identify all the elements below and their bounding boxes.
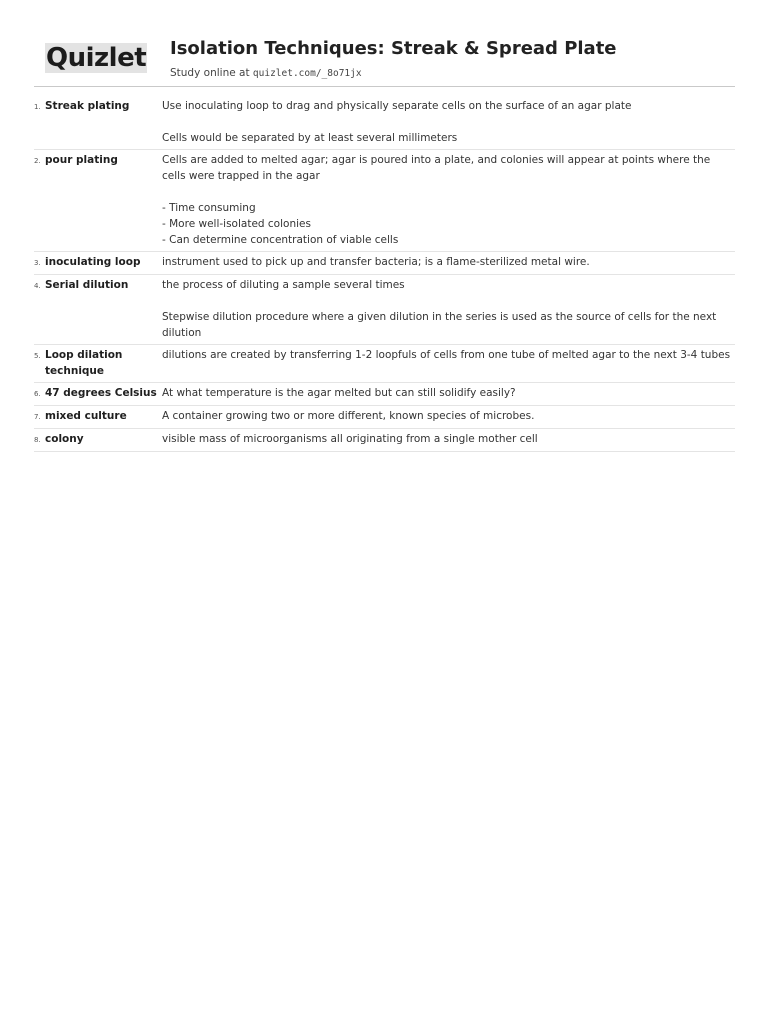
term-word: pour plating (45, 154, 118, 166)
term-word: Streak plating (45, 100, 130, 112)
term-number: 7. (34, 413, 41, 421)
term-word: Serial dilution (45, 279, 129, 291)
study-online-line (170, 66, 362, 81)
definition-line: instrument used to pick up and transfer bacteria; is a flame-sterilized metal wire. (162, 256, 590, 268)
term-word: inoculating loop (45, 256, 141, 268)
term-row (34, 383, 735, 406)
term-number: 4. (34, 282, 41, 290)
term-word: mixed culture (45, 410, 127, 422)
term-definition (162, 431, 735, 448)
definition-line: - Time consuming (162, 202, 256, 214)
term-row (34, 252, 735, 275)
definition-line: Cells would be separated by at least several millimeters (162, 132, 458, 144)
term-definition (162, 385, 735, 402)
term-definition (162, 277, 735, 341)
study-url-link[interactable]: quizlet.com/_8o71jx (252, 68, 362, 79)
definition-line: dilutions are created by transferring 1-2 loopfuls of cells from one tube of melted agar to the next 3-4 tubes (162, 349, 731, 361)
definition-line: Stepwise dilution procedure where a given dilution in the series is used as the source of cells for the next dilution (162, 311, 717, 339)
term-definition (162, 254, 735, 271)
term-row (34, 406, 735, 429)
definition-line: Cells are added to melted agar; agar is poured into a plate, and colonies will appear at points where the cells were trapped in the agar (162, 154, 711, 182)
term-definition (162, 347, 735, 379)
definition-line: At what temperature is the agar melted but can still solidify easily? (162, 387, 516, 399)
page-title: Isolation Techniques: Streak & Spread Plate (170, 38, 617, 59)
term-row (34, 150, 735, 252)
study-online-label: Study online at (170, 67, 253, 79)
term-number: 2. (34, 157, 41, 165)
quizlet-logo: Quizlet (46, 43, 147, 73)
definition-line: visible mass of microorganisms all originating from a single mother cell (162, 433, 538, 445)
term-row (34, 345, 735, 383)
definition-line: A container growing two or more different, known species of microbes. (162, 410, 535, 422)
term-number: 1. (34, 103, 41, 111)
term-number: 5. (34, 352, 41, 360)
term-word: colony (45, 433, 84, 445)
definition-line: - More well-isolated colonies (162, 218, 311, 230)
page-header (34, 34, 735, 87)
term-number: 3. (34, 259, 41, 267)
definition-line: the process of diluting a sample several times (162, 279, 405, 291)
terms-list (34, 96, 735, 452)
term-word: 47 degrees Celsius (45, 387, 157, 399)
term-row (34, 429, 735, 452)
term-number: 6. (34, 390, 41, 398)
term-definition (162, 152, 735, 248)
term-definition (162, 408, 735, 425)
term-number: 8. (34, 436, 41, 444)
term-row (34, 275, 735, 345)
term-definition (162, 98, 735, 146)
definition-line: - Can determine concentration of viable cells (162, 234, 399, 246)
definition-line (162, 114, 735, 130)
definition-line (162, 293, 735, 309)
definition-line (162, 184, 735, 200)
term-row (34, 96, 735, 150)
term-word: Loop dilation technique (45, 349, 123, 377)
definition-line: Use inoculating loop to drag and physically separate cells on the surface of an agar plate (162, 100, 632, 112)
